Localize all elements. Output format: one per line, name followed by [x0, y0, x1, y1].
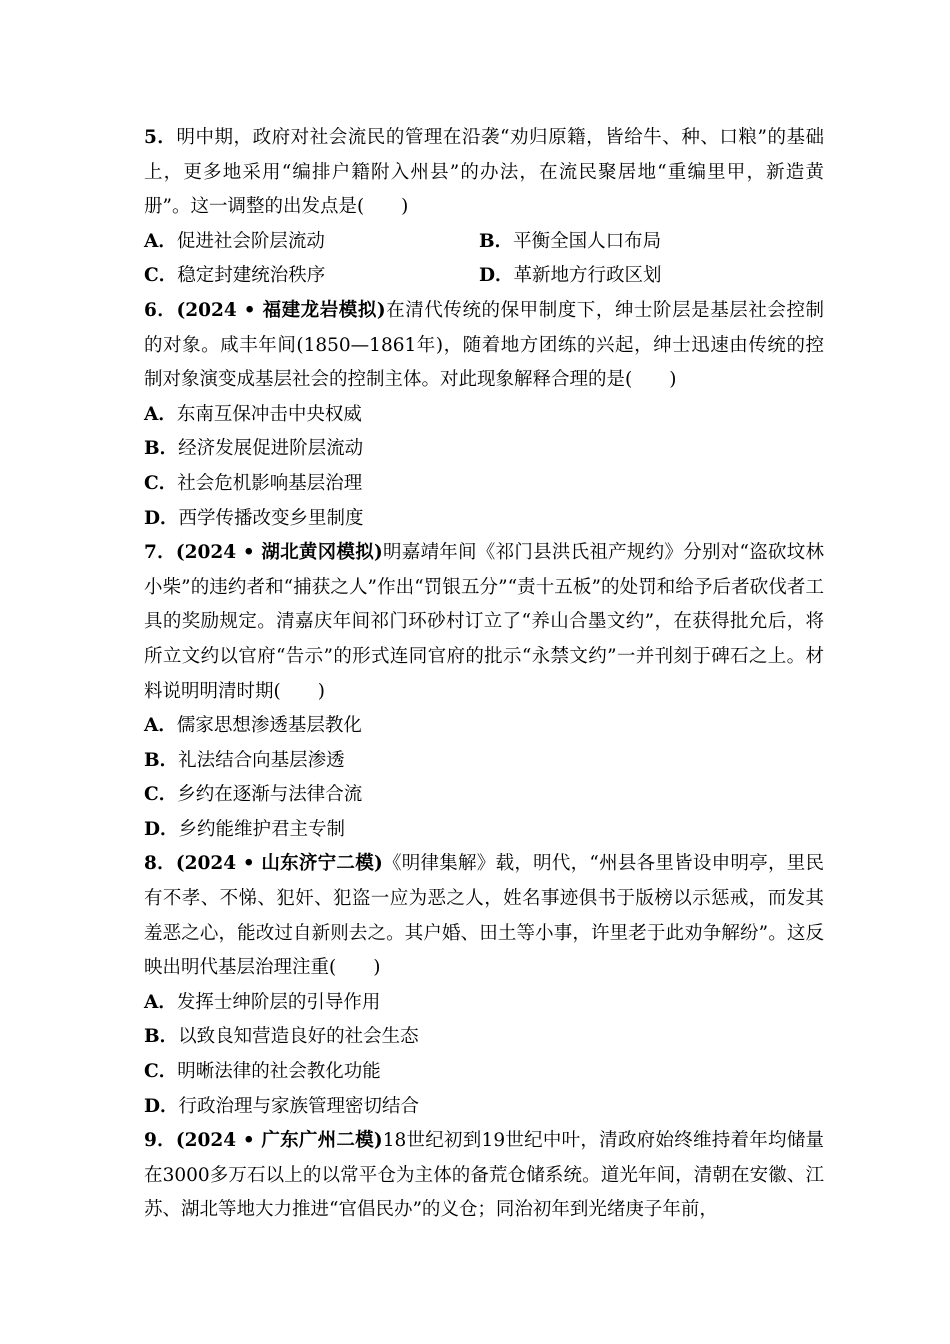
- question-text: 18世纪初到19世纪中叶，清政府始终维持着年均储量在3000多万石以上的以常平仓为主体的备荒仓储系统。道光年间，清朝在安徽、江苏、湖北等地大力推进“官倡民办”的义仓；同治初年到光绪庚子年前，: [144, 1130, 825, 1221]
- option-letter: B．: [479, 230, 514, 252]
- option-letter: A．: [144, 991, 177, 1013]
- option-letter: B．: [144, 749, 179, 771]
- option-text: 稳定封建统治秩序: [177, 265, 326, 287]
- question-number: 7．: [144, 542, 176, 564]
- option-letter: D．: [479, 265, 514, 287]
- option-text: 发挥士绅阶层的引导作用: [176, 991, 381, 1013]
- option-a: [144, 398, 824, 433]
- option-c: [144, 467, 824, 502]
- options-row: [144, 225, 824, 260]
- option-text: 儒家思想渗透基层教化: [176, 715, 362, 737]
- option-letter: C．: [144, 265, 178, 287]
- question-6: [144, 294, 824, 536]
- option-a: [144, 225, 479, 260]
- option-text: 促进社会阶层流动: [176, 230, 325, 252]
- option-d: [144, 1090, 824, 1125]
- question-number: 6．: [144, 299, 177, 321]
- option-letter: A．: [144, 715, 177, 737]
- question-source: (2024 • 福建龙岩模拟): [176, 299, 386, 321]
- option-d: [479, 259, 814, 294]
- question-number: 5．: [144, 127, 177, 148]
- option-d: [144, 813, 824, 848]
- option-a: [144, 709, 824, 744]
- option-text: 西学传播改变乡里制度: [178, 507, 364, 529]
- question-stem: [144, 121, 824, 225]
- option-text: 乡约能维护君主专制: [178, 818, 346, 840]
- question-9: [144, 1124, 824, 1228]
- option-b: [144, 1020, 824, 1055]
- option-text: 礼法结合向基层渗透: [178, 749, 345, 771]
- option-d: [144, 502, 824, 537]
- option-letter: C．: [144, 1061, 178, 1083]
- question-text: 明中期，政府对社会流民的管理在沿袭“劝归原籍，皆给牛、种、口粮”的基础上，更多地采用“编排户籍附入州县”的办法，在流民聚居地“重编里甲，新造黄册”。这一调整的出发点是( ): [144, 127, 825, 218]
- option-text: 以致良知营造良好的社会生态: [178, 1026, 419, 1048]
- question-source: (2024 • 山东济宁二模): [175, 853, 383, 875]
- option-c: [144, 778, 824, 813]
- question-list: [144, 121, 824, 1228]
- option-letter: D．: [144, 507, 179, 529]
- option-b: [144, 744, 824, 779]
- option-letter: C．: [144, 472, 178, 494]
- question-text: 在清代传统的保甲制度下，绅士阶层是基层社会控制的对象。咸丰年间(1850—1861年)，随着地方团练的兴起，绅士迅速由传统的控制对象演变成基层社会的控制主体。对此现象解释合理的是( ): [144, 299, 825, 391]
- option-c: [144, 1055, 824, 1090]
- option-text: 社会危机影响基层治理: [177, 472, 363, 494]
- options-row: [144, 259, 824, 294]
- question-stem: [144, 294, 824, 398]
- option-letter: C．: [144, 784, 178, 806]
- question-text: 明嘉靖年间《祁门县洪氏祖产规约》分别对“盗砍坟林小柴”的违约者和“捕获之人”作出“罚银五分”“责十五板”的处罚和给予后者砍伐者工具的奖励规定。清嘉庆年间祁门环砂村订立了“养山合墨文约”，在获得批允后，将所立文约以官府“告示”的形式连同官府的批示“永禁文约”一并刊刻于碑石之上。材料说明明清时期( ): [144, 542, 824, 702]
- option-text: 革新地方行政区划: [513, 265, 662, 287]
- option-b: [479, 225, 814, 260]
- question-7: [144, 536, 824, 847]
- option-b: [144, 432, 824, 467]
- question-source: (2024 • 广东广州二模): [175, 1130, 383, 1152]
- option-letter: B．: [144, 438, 179, 460]
- question-text: 《明律集解》载，明代，“州县各里皆设申明亭，里民有不孝、不悌、犯奸、犯盗一应为恶之人，姓名事迹俱书于版榜以示惩戒，而发其羞恶之心，能改过自新则去之。其户婚、田土等小事，许里老于此劝争解纷”。这反映出明代基层治理注重( ): [144, 853, 824, 979]
- question-5: [144, 121, 824, 294]
- option-text: 明晰法律的社会教化功能: [177, 1061, 381, 1083]
- option-letter: A．: [144, 230, 177, 252]
- question-stem: [144, 847, 824, 985]
- option-letter: B．: [144, 1026, 179, 1048]
- option-text: 行政治理与家族管理密切结合: [178, 1095, 420, 1117]
- option-text: 平衡全国人口布局: [513, 230, 662, 252]
- option-text: 经济发展促进阶层流动: [178, 438, 364, 460]
- question-source: (2024 • 湖北黄冈模拟): [175, 542, 383, 564]
- option-a: [144, 986, 824, 1021]
- option-letter: D．: [144, 1095, 179, 1117]
- option-text: 东南互保冲击中央权威: [176, 403, 362, 425]
- question-8: [144, 847, 824, 1124]
- question-number: 9．: [144, 1130, 176, 1152]
- option-c: [144, 259, 479, 294]
- question-number: 8．: [144, 853, 176, 875]
- option-letter: D．: [144, 818, 179, 840]
- question-stem: [144, 1124, 824, 1228]
- question-stem: [144, 536, 824, 709]
- option-text: 乡约在逐渐与法律合流: [177, 784, 363, 806]
- option-letter: A．: [144, 403, 177, 425]
